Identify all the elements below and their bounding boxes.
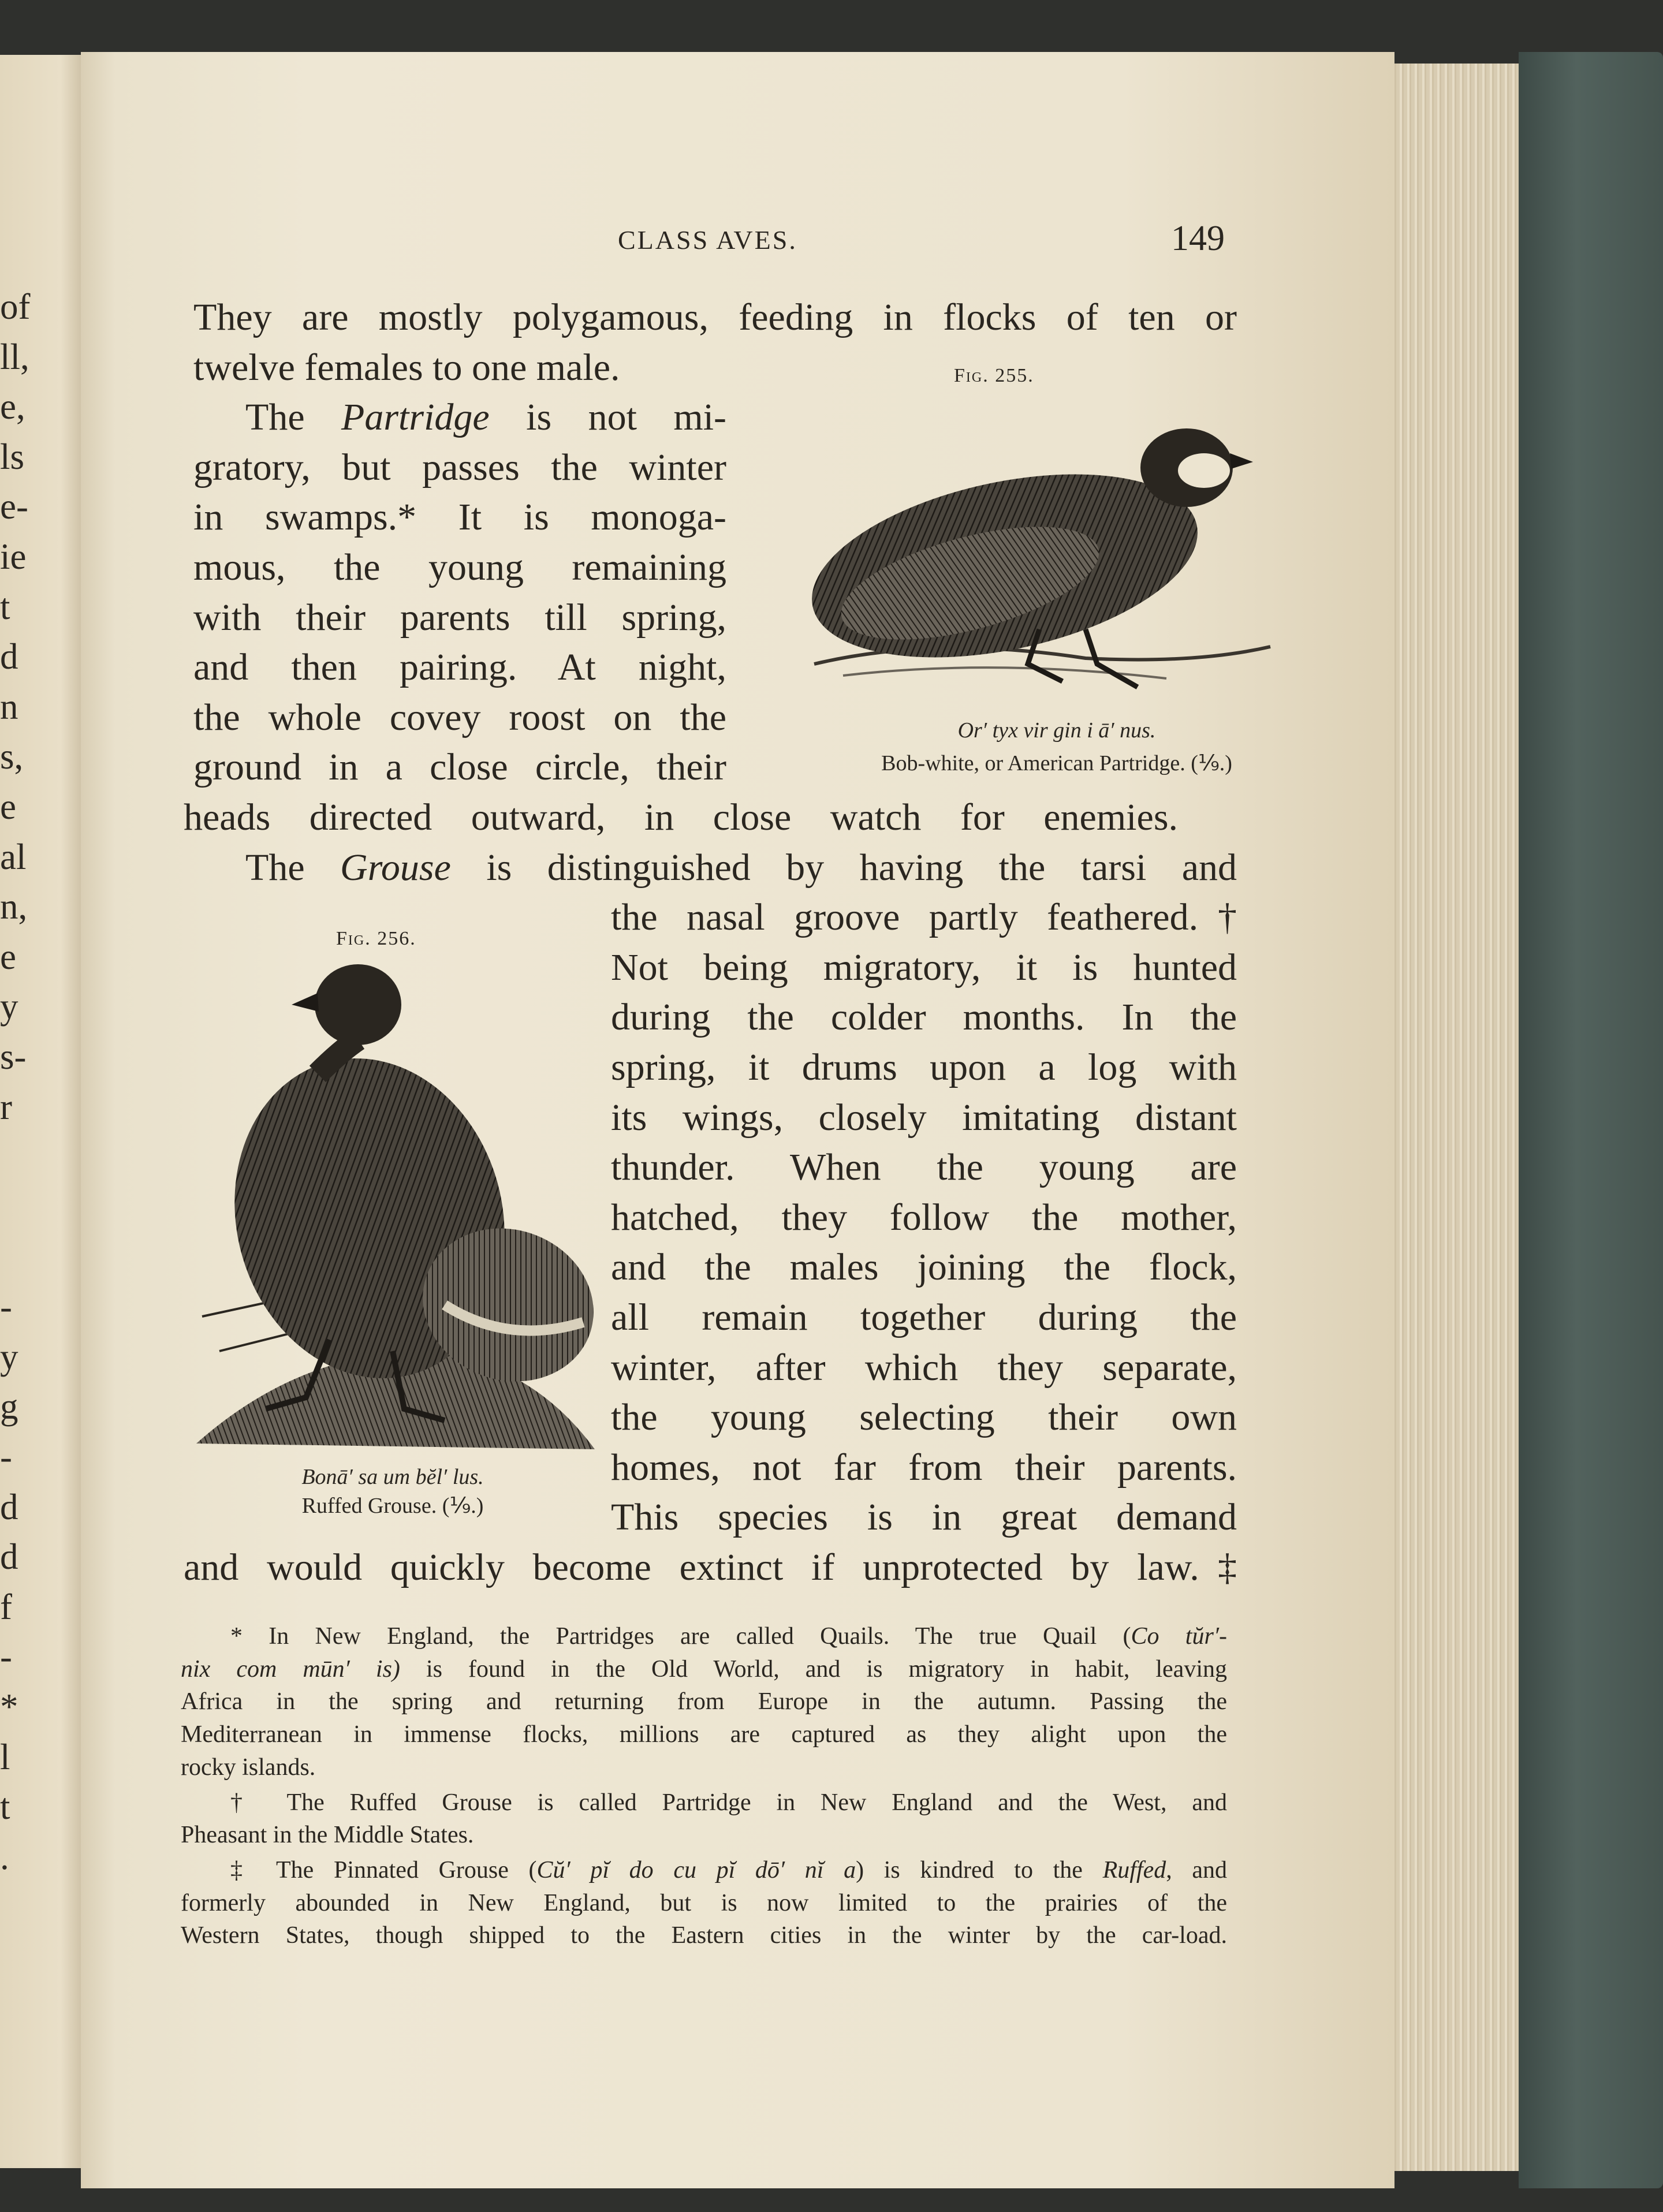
figure-255-label: Fig. 255.	[954, 365, 1034, 386]
body-line	[611, 942, 1237, 993]
text-segment: and the males joining the flock,	[611, 1246, 1237, 1289]
text-segment: Africa in the spring and returning from Europe in the autumn. Passing the	[181, 1688, 1227, 1715]
text-segment: ground in a close circle, their	[193, 746, 726, 789]
left-page-fragment: y	[0, 1336, 18, 1377]
body-line	[193, 742, 726, 792]
body-line	[611, 892, 1237, 942]
left-page-fragment: d	[0, 1486, 18, 1527]
left-page-fragment: of	[0, 286, 31, 327]
left-page-fragment: al	[0, 836, 27, 877]
left-page-fragment: e	[0, 936, 16, 977]
text-segment: with their parents till spring,	[193, 596, 726, 639]
body-line	[611, 1142, 1237, 1192]
left-page-fragment: *	[0, 1687, 18, 1727]
text-segment: thunder. When the young are	[611, 1146, 1237, 1189]
figure-256-label: Fig. 256.	[336, 928, 416, 949]
body-line	[245, 392, 726, 442]
left-page-fragment: -	[0, 1636, 12, 1677]
footnote-line	[181, 1718, 1227, 1751]
italic-text: Co tŭr′-	[1131, 1623, 1227, 1650]
text-segment: in swamps.* It is monoga-	[193, 496, 726, 539]
body-line	[611, 1192, 1237, 1243]
text-segment: * In New England, the Partridges are called Quails. The true Quail (	[230, 1623, 1131, 1650]
figure-256-caption: Ruffed Grouse. (⅑.)	[301, 1494, 484, 1518]
left-page-fragment: l	[0, 1736, 10, 1777]
figure-255-scientific-name: Or′ tyx vir gin i ā′ nus.	[957, 718, 1156, 743]
text-segment: and would quickly become extinct if unprotected by law.‡	[184, 1546, 1237, 1588]
left-page-fragment: e,	[0, 386, 25, 427]
text-segment: Mediterranean in immense flocks, millions are captured as they alight upon the	[181, 1721, 1227, 1748]
page-number: 149	[1171, 219, 1225, 258]
page-stack-edges	[1389, 64, 1522, 2171]
text-segment: gratory, but passes the winter	[193, 446, 726, 488]
running-header: CLASS AVES.	[618, 225, 797, 255]
text-segment: , and	[1166, 1856, 1228, 1883]
text-segment: The	[245, 396, 342, 439]
figure-255-caption: Bob-white, or American Partridge. (⅑.)	[881, 751, 1232, 775]
footnote-line	[181, 1887, 1227, 1920]
text-segment: Pheasant in the Middle States.	[181, 1822, 474, 1849]
text-segment: This species is in great demand	[611, 1496, 1237, 1539]
text-segment: all remain together during the	[611, 1296, 1237, 1338]
body-line	[193, 542, 726, 592]
footnote-line	[181, 1819, 1227, 1852]
body-line	[184, 792, 1178, 842]
left-page-fragment: y	[0, 986, 18, 1027]
footnote-line	[230, 1620, 1227, 1653]
italic-text: nix com mūn′ is)	[181, 1655, 400, 1683]
text-segment: Not being migratory, it is hunted	[611, 946, 1237, 989]
left-page-fragment: n	[0, 686, 18, 727]
italic-text: Cŭ′ pĭ do cu pĭ dō′ nĭ a	[536, 1856, 856, 1883]
left-page-fragment: n,	[0, 886, 28, 927]
footnote-line	[181, 1685, 1227, 1718]
left-page-fragment: .	[0, 1836, 9, 1877]
body-line	[193, 492, 726, 542]
text-segment: heads directed outward, in close watch for enemies.	[184, 796, 1178, 838]
text-segment: ) is kindred to the	[856, 1856, 1103, 1883]
italic-text: Partridge	[341, 396, 490, 439]
book-cover	[1519, 52, 1663, 2188]
body-line	[193, 442, 726, 493]
body-line	[611, 1342, 1237, 1393]
text-segment: during the colder months. In the	[611, 996, 1237, 1039]
footnote-line	[230, 1786, 1227, 1819]
body-line	[193, 342, 701, 393]
left-page-fragment: g	[0, 1386, 18, 1427]
body-line	[611, 1242, 1237, 1292]
text-segment: † The Ruffed Grouse is called Partridge in New England and the West, and	[230, 1789, 1227, 1816]
text-segment: homes, not far from their parents.	[611, 1446, 1237, 1489]
left-page-fragment: t	[0, 1786, 10, 1827]
text-segment: the whole covey roost on the	[193, 696, 726, 738]
text-segment: is not mi-	[489, 396, 727, 439]
text-segment: winter, after which they separate,	[611, 1346, 1237, 1389]
left-page-fragment: f	[0, 1586, 12, 1627]
bobwhite-illustration	[762, 398, 1334, 710]
text-segment: rocky islands.	[181, 1754, 316, 1781]
body-line	[611, 1092, 1237, 1143]
body-line	[611, 992, 1237, 1042]
book-page	[81, 52, 1394, 2188]
text-segment: The	[245, 846, 341, 889]
ruffed-grouse-illustration	[185, 958, 601, 1455]
left-page-fragment: ie	[0, 536, 27, 577]
body-line	[245, 842, 1237, 893]
left-page-fragment: ll,	[0, 336, 29, 377]
text-segment: spring, it drums upon a log with	[611, 1046, 1237, 1088]
text-segment: twelve females to one male.	[193, 346, 620, 389]
footnote-line	[181, 1919, 1227, 1952]
left-page-fragment: t	[0, 586, 10, 627]
left-page-fragment: ls	[0, 436, 25, 477]
left-page-fragment: s,	[0, 736, 24, 777]
body-line	[193, 292, 1237, 342]
text-segment: hatched, they follow the mother,	[611, 1196, 1237, 1239]
footnote-line	[181, 1653, 1227, 1686]
figure-256-scientific-name: Bonā′ sa um bĕl′ lus.	[301, 1465, 484, 1489]
italic-text: Ruffed	[1102, 1856, 1166, 1883]
text-segment: mous, the young remaining	[193, 546, 726, 588]
text-segment: is found in the Old World, and is migratory in habit, leaving	[400, 1655, 1227, 1683]
left-page-fragment: s-	[0, 1036, 27, 1077]
left-page-fragment: d	[0, 1536, 18, 1577]
body-line	[193, 642, 726, 692]
left-page-fragment: -	[0, 1286, 12, 1327]
body-line	[611, 1392, 1237, 1442]
footnote-line	[181, 1751, 1227, 1784]
body-line	[611, 1442, 1237, 1493]
text-segment: ‡ The Pinnated Grouse (	[230, 1856, 537, 1883]
body-line	[611, 1492, 1237, 1542]
body-line	[611, 1042, 1237, 1092]
text-segment: the young selecting their own	[611, 1396, 1237, 1439]
text-segment: is distinguished by having the tarsi and	[450, 846, 1237, 889]
text-segment: its wings, closely imitating distant	[611, 1096, 1237, 1139]
body-line	[193, 692, 726, 743]
left-page-edge	[0, 55, 87, 2168]
text-segment: and then pairing. At night,	[193, 646, 726, 689]
text-segment: Western States, though shipped to the Eastern cities in the winter by the car-load.	[181, 1922, 1227, 1949]
left-page-fragment: d	[0, 636, 18, 677]
body-line	[184, 1542, 1237, 1592]
body-line	[611, 1292, 1237, 1342]
left-page-fragment: r	[0, 1086, 12, 1127]
text-segment: formerly abounded in New England, but is now limited to the prairies of the	[181, 1889, 1227, 1916]
italic-text: Grouse	[340, 846, 451, 889]
left-page-fragment: e	[0, 786, 16, 827]
text-segment: They are mostly polygamous, feeding in flocks of ten or	[193, 296, 1237, 338]
left-page-fragment: e-	[0, 486, 28, 527]
text-segment: the nasal groove partly feathered.†	[611, 896, 1237, 939]
body-line	[193, 592, 726, 643]
left-page-fragment: -	[0, 1437, 12, 1477]
footnote-line	[230, 1854, 1227, 1887]
